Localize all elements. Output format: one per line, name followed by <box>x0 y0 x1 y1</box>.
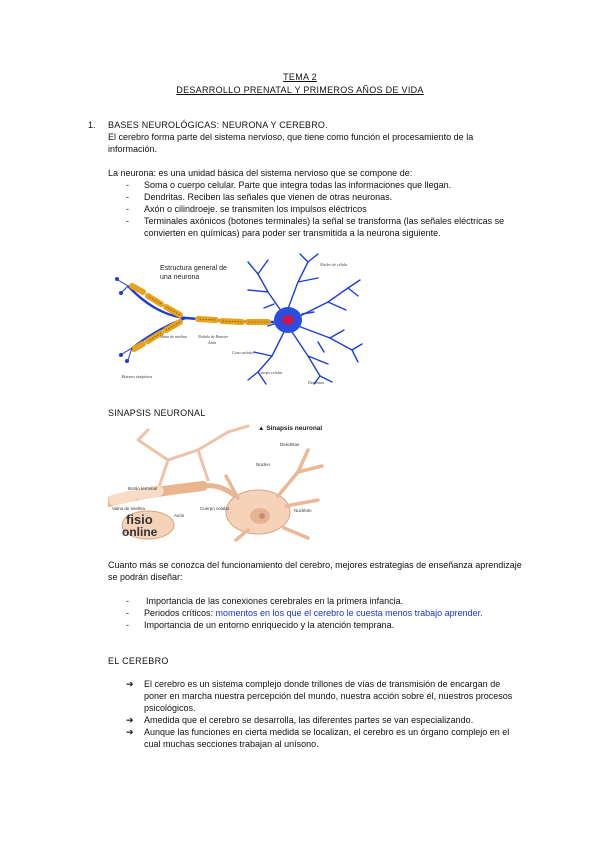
label-boton: Botón terminal <box>128 486 158 491</box>
figure-title-line2: una neurona <box>160 274 200 281</box>
label-axon: Axón <box>174 513 185 518</box>
section-heading: BASES NEUROLÓGICAS: NEURONA Y CEREBRO. <box>108 120 328 130</box>
label-axon: Axón <box>208 340 217 345</box>
watermark-fisio: fisio <box>126 512 153 527</box>
list-bullet: - <box>126 192 129 202</box>
list-bullet: - <box>126 204 129 214</box>
list-bullet: - <box>126 608 129 618</box>
label-vaina: Vaina de mielina <box>160 334 187 339</box>
highlighted-text: momentos en los que el cerebro le cuesta menos trabajo aprender. <box>215 608 483 618</box>
paragraph-line-2: se podrán diseñar: <box>108 572 183 582</box>
arrow-icon: ➔ <box>126 727 134 737</box>
label-cuerpo: Cuerpo celular <box>200 506 230 511</box>
list-item: Amedida que el cerebro se desarrolla, las diferentes partes se van especializando. <box>144 715 474 725</box>
arrow-icon: ➔ <box>126 715 134 725</box>
list-item-continued: poner en marcha nuestra percepción del mundo, nuestra acción sobre él, nuestros procesos <box>144 691 513 701</box>
tema-label: TEMA 2 <box>283 72 317 82</box>
figure-title-line1: Estructura general de <box>160 265 227 272</box>
label-cono: Cono axónico <box>232 350 255 355</box>
intro-line-2: información. <box>108 144 158 154</box>
neuron-figure <box>108 252 363 385</box>
synapse-figure <box>108 420 330 542</box>
label-vaina: Vaina de mielina <box>112 506 145 511</box>
label-nucleolo: Nucléolo <box>294 508 312 513</box>
list-item-continued: convierten en químicas) para poder ser transmitida a la neurona siguiente. <box>144 228 441 238</box>
synapse-illustration <box>108 420 330 542</box>
neurona-intro: La neurona: es una unidad básica del sistema nervioso que se compone de: <box>108 168 413 178</box>
list-bullet: - <box>126 216 129 226</box>
list-item: Aunque las funciones en cierta medida se localizan, el cerebro es un órgano complejo en el <box>144 727 510 737</box>
arrow-icon: ➔ <box>126 679 134 689</box>
document-title: DESARROLLO PRENATAL Y PRIMEROS AÑOS DE VIDA <box>176 85 424 95</box>
section-number: 1. <box>88 120 96 130</box>
label-cuerpo: Cuerpo celular <box>258 370 283 375</box>
list-item: Axón o cilindroeje. se transmiten los impulsos eléctricos <box>144 204 367 214</box>
list-item-continued: cual muchas secciones trabajan al unísono. <box>144 739 319 749</box>
list-item: Soma o cuerpo celular. Parte que integra todas las informaciones que llegan. <box>144 180 452 190</box>
sinapsis-heading: SINAPSIS NEURONAL <box>108 408 206 418</box>
intro-line-1: El cerebro forma parte del sistema nervioso, que tiene como función el procesamiento de la <box>108 132 474 142</box>
list-item: Dendritas. Reciben las señales que vienen de otras neuronas. <box>144 192 393 202</box>
label-nucleo: Núcleo de célula <box>320 262 347 267</box>
item-prefix: Periodos críticos: <box>144 608 216 618</box>
list-bullet: - <box>126 180 129 190</box>
list-item: Terminales axónicos (botones terminales) la señal se transforma (las señales eléctricas se <box>144 216 505 226</box>
list-bullet: - <box>126 596 129 606</box>
cerebro-heading: EL CEREBRO <box>108 656 169 666</box>
list-bullet: - <box>126 620 129 630</box>
synapse-figure-title: ▲ Sinapsis neuronal <box>258 425 323 432</box>
watermark-online: online <box>122 525 158 539</box>
list-item: El cerebro es un sistema complejo donde trillones de vías de transmisión de encargan de <box>144 679 501 689</box>
paragraph-line-1: Cuanto más se conozca del funcionamiento del cerebro, mejores estrategias de enseñanza aprendizaje <box>108 560 522 570</box>
list-item <box>144 608 483 620</box>
list-item: Importancia de un entorno enriquecido y la atención temprana. <box>144 620 395 630</box>
neuron-illustration <box>108 252 363 385</box>
label-nodulo: Nódulo de Ranvier <box>198 334 229 339</box>
label-dendritas: Dendritas <box>308 380 324 385</box>
label-botones: Botones sinápticos <box>122 374 153 379</box>
label-nucleo: Núcleo <box>256 462 271 467</box>
list-item-continued: psicológicos. <box>144 703 196 713</box>
list-item: Importancia de las conexiones cerebrales en la primera infancia. <box>146 596 404 606</box>
label-dendritas: Dendritas <box>280 442 300 447</box>
